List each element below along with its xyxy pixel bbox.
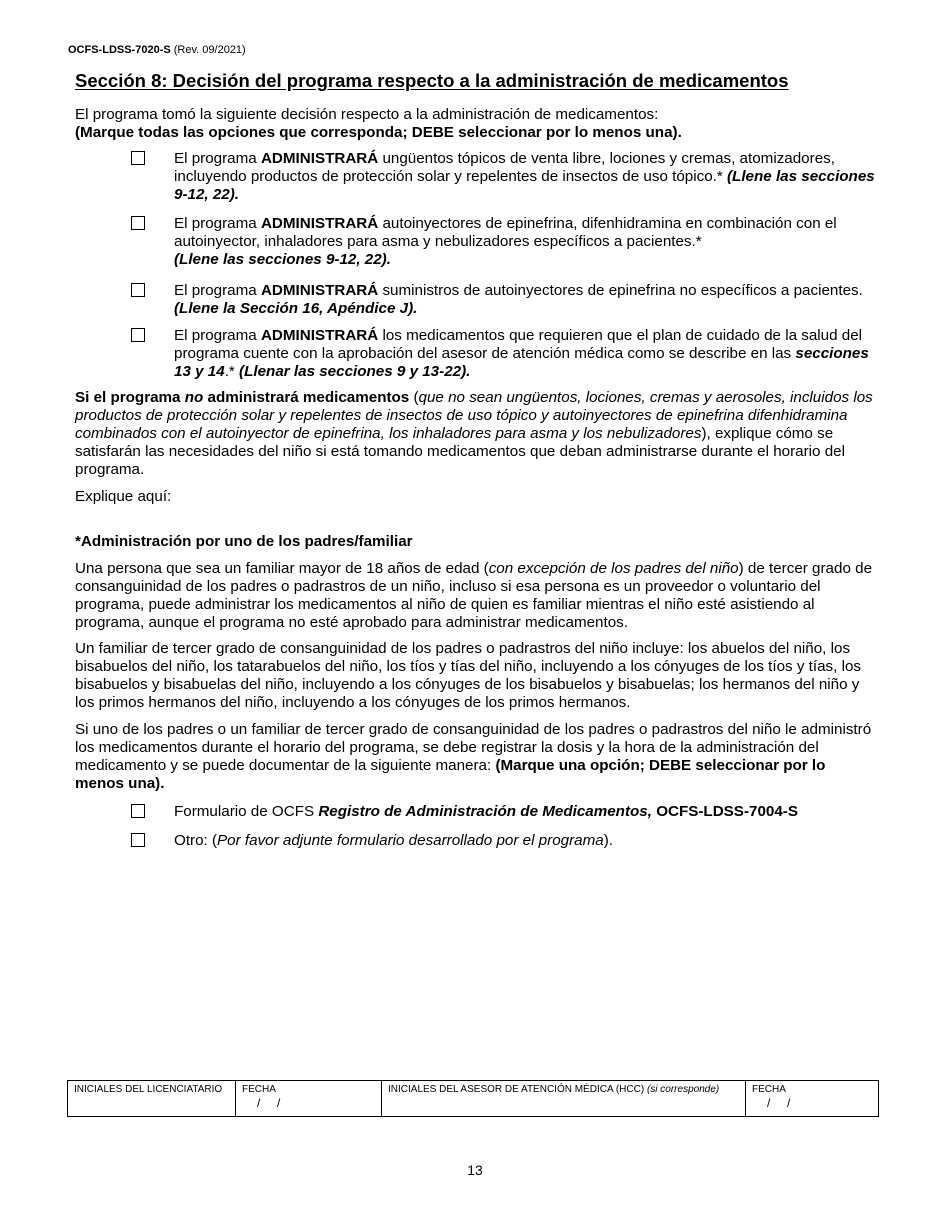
date-slots: / / bbox=[257, 1096, 281, 1110]
checkbox-stock-epinephrine[interactable] bbox=[131, 283, 145, 297]
intro-text bbox=[75, 106, 875, 142]
option-text: Formulario de OCFS bbox=[174, 803, 319, 820]
checkbox-topicals[interactable] bbox=[131, 151, 145, 165]
option-note: (Llene la Sección 16, Apéndice J). bbox=[174, 300, 418, 317]
option-note: (Llene las secciones 9-12, 22). bbox=[174, 168, 875, 203]
date-cell-1[interactable] bbox=[236, 1081, 382, 1117]
paragraph-instruction: (Marque una opción; DEBE seleccionar por lo menos una). bbox=[75, 757, 826, 792]
parent-admin-paragraph-3 bbox=[75, 721, 875, 793]
option-text: El programa bbox=[174, 150, 261, 167]
option-form-title: Registro de Administración de Medicamentos, bbox=[318, 803, 652, 820]
hcc-note: (si corresponde) bbox=[646, 1084, 720, 1095]
option-text: ungüentos tópicos de venta libre, lociones y cremas, atomizadores, incluyendo productos de protección solar y repelentes de insectos de uso tópico.* bbox=[174, 150, 835, 185]
paragraph-text: Una persona que sea un familiar mayor de 18 años de edad ( bbox=[75, 560, 489, 577]
no-admin-text: ), explique cómo se satisfarán las necesidades del niño si está tomando medicamentos que deban administrarse durante el horario del programa. bbox=[75, 425, 845, 478]
date-label: FECHA bbox=[242, 1084, 276, 1095]
option-sections: secciones 13 y 14 bbox=[174, 345, 869, 380]
option-text: El programa bbox=[174, 215, 261, 232]
signature-table bbox=[67, 1080, 879, 1117]
option-stock-epinephrine-text bbox=[174, 282, 876, 318]
parent-admin-paragraph-2: Un familiar de tercer grado de consanguinidad de los padres o padrastros del niño incluye: los abuelos del niño, los bisabuelos del niño, los tatarabuelos del niño, los tíos y tías del niño, incluyendo a los cónyuges de los tíos y tías, los bisabuelos y bisabuelas del niño, incluyendo a los cónyuges de los bisabuelos y bisabuelas; los hermanos del niño y los primos hermanos del niño, incluyendo a los cónyuges de los primos hermanos. bbox=[75, 640, 862, 711]
option-italic: Por favor adjunte formulario desarrollado por el programa bbox=[217, 832, 604, 849]
option-form-code: OCFS-LDSS-7004-S bbox=[651, 803, 798, 820]
paragraph-text: ) de tercer grado de consanguinidad de los padres o padrastros de un niño, incluso si esa persona es un proveedor o voluntario del programa, puede administrar los medicamentos al niño de quien es familiar mientras el niño esté asistiendo al programa, aunque el programa no esté aprobado para administrar medicamentos. bbox=[75, 560, 873, 631]
no-admin-lead: Si el programa bbox=[75, 389, 185, 406]
checkbox-other[interactable] bbox=[131, 833, 145, 847]
intro-instruction: (Marque todas las opciones que corresponda; DEBE seleccionar por lo menos una). bbox=[75, 124, 682, 141]
no-admin-italic: que no sean ungüentos, lociones, cremas y aerosoles, incluidos los productos de protección solar y repelentes de insectos de uso tópico y autoinyectores de epinefrina difenhidramina combinados con el autoinyector de epinefrina, los inhaladores para asma y los nebulizadores bbox=[75, 389, 873, 442]
option-text: ). bbox=[603, 832, 613, 849]
option-text: suministros de autoinyectores de epinefrina no específicos a pacientes. bbox=[378, 282, 863, 299]
page-number: 13 bbox=[467, 1162, 483, 1178]
date-label: FECHA bbox=[752, 1084, 786, 1095]
option-text: El programa bbox=[174, 327, 261, 344]
parent-admin-heading bbox=[75, 533, 875, 551]
option-text: El programa bbox=[174, 282, 261, 299]
option-text: autoinyectores de epinefrina, difenhidramina en combinación con el autoinyector, inhaladores para asma y nebulizadores específicos a pacientes.* bbox=[174, 215, 837, 250]
form-number bbox=[68, 44, 246, 56]
option-topicals-text bbox=[174, 150, 876, 204]
heading-text: *Administración por uno de los padres/familiar bbox=[75, 533, 413, 550]
option-strong: ADMINISTRARÁ bbox=[260, 327, 379, 344]
date-cell-2[interactable] bbox=[746, 1081, 879, 1117]
no-admin-emphasis: no bbox=[184, 389, 204, 406]
option-ocfs-form-text bbox=[174, 803, 876, 821]
option-strong: ADMINISTRARÁ bbox=[260, 150, 379, 167]
hcc-initials-cell[interactable] bbox=[382, 1081, 746, 1117]
option-note: (Llenar las secciones 9 y 13-22). bbox=[239, 363, 471, 380]
licensee-initials-cell[interactable] bbox=[68, 1081, 236, 1117]
no-admin-paragraph bbox=[75, 389, 875, 479]
paragraph-text: Si uno de los padres o un familiar de tercer grado de consanguinidad de los padres o padrastros del niño le administró los medicamentos durante el horario del programa, se debe registrar la dosis y la hora de la administración del medicamento y se puede documentar de la siguiente manera: bbox=[75, 721, 872, 774]
option-text: .* bbox=[224, 363, 240, 380]
form-revision: (Rev. 09/2021) bbox=[173, 44, 246, 56]
option-hcc-medications-text bbox=[174, 327, 876, 381]
option-text: Otro: ( bbox=[174, 832, 218, 849]
option-strong: ADMINISTRARÁ bbox=[260, 215, 379, 232]
option-strong: ADMINISTRARÁ bbox=[260, 282, 379, 299]
option-text: los medicamentos que requieren que el plan de cuidado de la salud del programa cuente con la aprobación del asesor de atención médica como se describe en las bbox=[174, 327, 863, 362]
licensee-initials-label: INICIALES DEL LICENCIATARIO bbox=[74, 1084, 223, 1095]
no-admin-lead: administrará medicamentos bbox=[203, 389, 410, 406]
checkbox-epinephrine[interactable] bbox=[131, 216, 145, 230]
option-other-text bbox=[174, 832, 876, 850]
checkbox-hcc-medications[interactable] bbox=[131, 328, 145, 342]
no-admin-text: ( bbox=[409, 389, 419, 406]
intro-line1: El programa tomó la siguiente decisión respecto a la administración de medicamentos: bbox=[75, 106, 659, 123]
explain-label: Explique aquí: bbox=[75, 488, 172, 505]
date-slots: / / bbox=[767, 1096, 791, 1110]
checkbox-ocfs-form[interactable] bbox=[131, 804, 145, 818]
option-note: (Llene las secciones 9-12, 22). bbox=[174, 251, 391, 268]
section-title: Sección 8: Decisión del programa respecto a la administración de medicamentos bbox=[75, 70, 789, 91]
paragraph-italic: con excepción de los padres del niño bbox=[488, 560, 739, 577]
hcc-initials-label: INICIALES DEL ASESOR DE ATENCIÓN MÉDICA (HCC) bbox=[388, 1084, 645, 1095]
option-epinephrine-text bbox=[174, 215, 876, 269]
parent-admin-paragraph-1 bbox=[75, 560, 875, 632]
form-code: OCFS-LDSS-7020-S bbox=[68, 44, 171, 56]
